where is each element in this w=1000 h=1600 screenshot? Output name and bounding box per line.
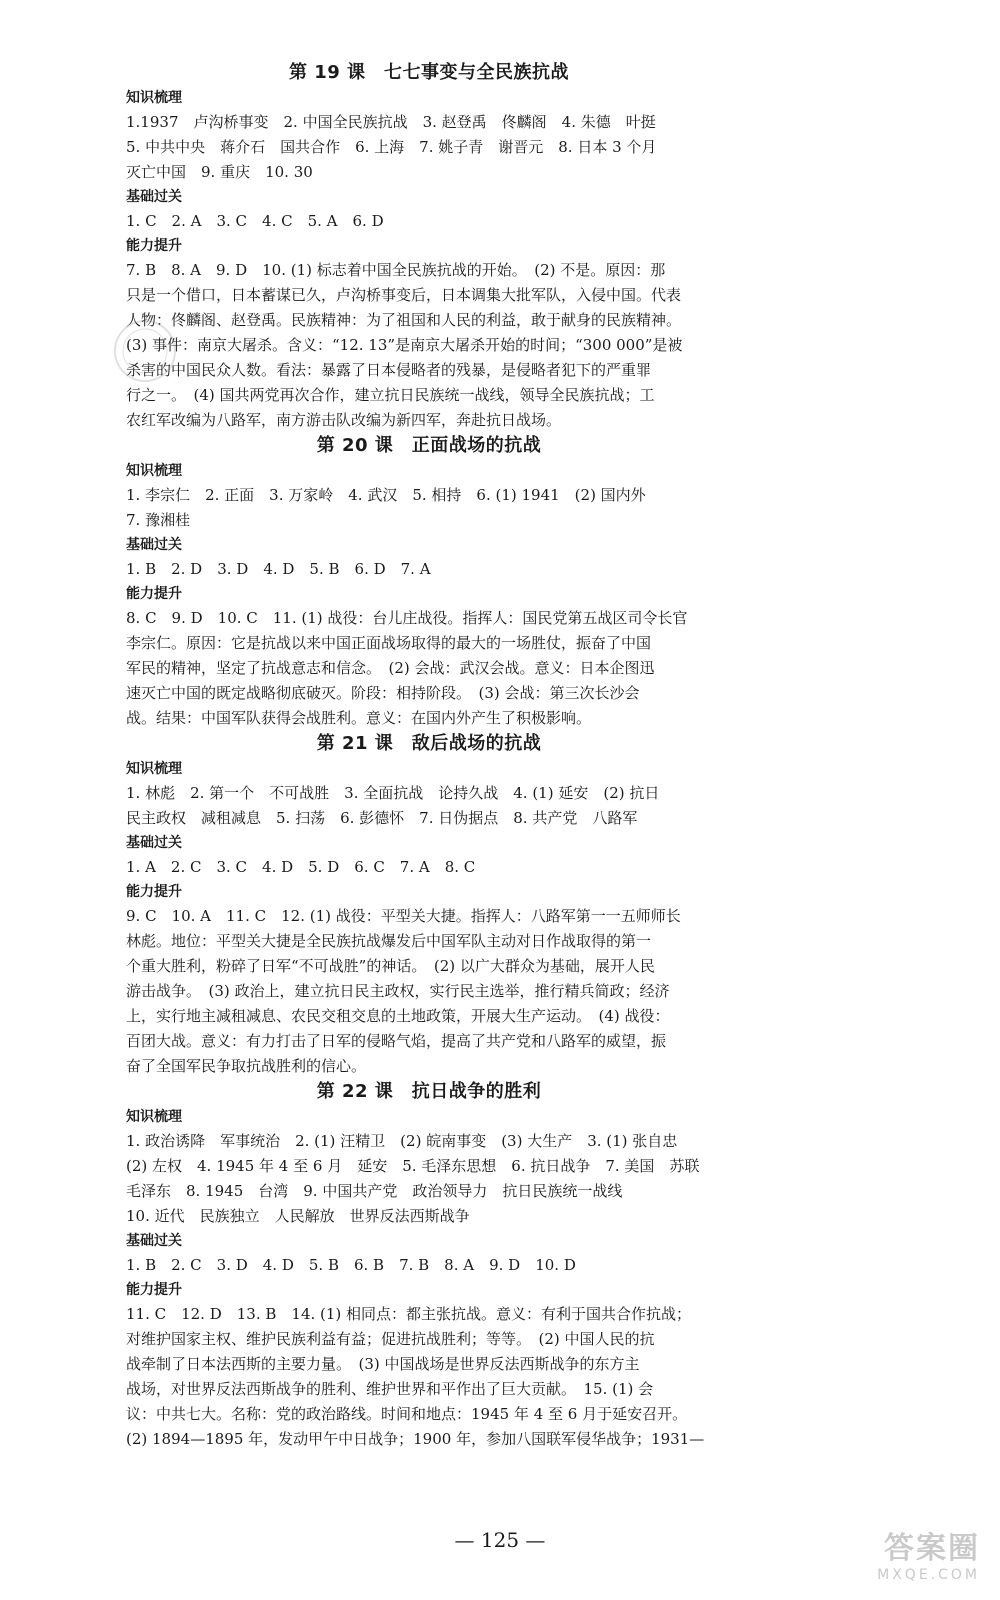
answer-line: 战。结果：中国军队获得会战胜利。意义：在国内外产生了积极影响。 <box>126 709 592 727</box>
section-heading: 知识梳理 <box>126 1109 182 1125</box>
answer-line: 1.1937 卢沟桥事变 2. 中国全民族抗战 3. 赵登禹 佟麟阁 4. 朱德 叶挺 <box>126 113 656 131</box>
answer-line: 1. 林彪 2. 第一个 不可战胜 3. 全面抗战 论持久战 4. (1) 延安 (2) 抗日 <box>126 784 660 802</box>
section-heading: 知识梳理 <box>126 90 182 106</box>
section-heading: 能力提升 <box>126 1282 182 1298</box>
answer-line: 百团大战。意义：有力打击了日军的侵略气焰，提高了共产党和八路军的威望，振 <box>126 1032 667 1050</box>
answer-line: 战场，对世界反法西斯战争的胜利、维护世界和平作出了巨大贡献。 15. (1) 会 <box>126 1380 654 1398</box>
answer-page <box>126 60 732 1452</box>
answer-line: 毛泽东 8. 1945 台湾 9. 中国共产党 政治领导力 抗日民族统一战线 <box>126 1182 623 1200</box>
answer-line: 1. A 2. C 3. C 4. D 5. D 6. C 7. A 8. C <box>126 858 476 876</box>
section-heading: 能力提升 <box>126 586 182 602</box>
answer-line: 人物：佟麟阁、赵登禹。民族精神：为了祖国和人民的利益，敢于献身的民族精神。 <box>126 311 682 329</box>
answer-line: (2) 1894—1895 年，发动甲午中日战争；1900 年，参加八国联军侵华战争；1931— <box>126 1430 705 1448</box>
answer-line: 战牵制了日本法西斯的主要力量。 (3) 中国战场是世界反法西斯战争的东方主 <box>126 1355 640 1373</box>
watermark-url: MXQE.COM <box>877 1567 980 1583</box>
section-heading: 基础过关 <box>126 189 182 205</box>
answer-line: 1. B 2. C 3. D 4. D 5. B 6. B 7. B 8. A 9. D 10. D <box>126 1256 576 1274</box>
lesson-title: 第 19 课 七七事变与全民族抗战 <box>288 62 570 83</box>
answer-line: 7. B 8. A 9. D 10. (1) 标志着中国全民族抗战的开始。 (2) 不是。原因：那 <box>126 261 666 279</box>
seal-stamp-icon <box>112 318 178 384</box>
answer-line: 10. 近代 民族独立 人民解放 世界反法西斯战争 <box>126 1207 470 1225</box>
watermark-text: 答案圈 <box>884 1531 980 1566</box>
answer-line: 杀害的中国民众人数。看法：暴露了日本侵略者的残暴，是侵略者犯下的严重罪 <box>126 361 652 379</box>
answer-line: 5. 中共中央 蒋介石 国共合作 6. 上海 7. 姚子青 谢晋元 8. 日本 3 个月 <box>126 138 657 156</box>
answer-line: 民主政权 减租减息 5. 扫荡 6. 彭德怀 7. 日伪据点 8. 共产党 八路军 <box>126 809 638 827</box>
page-number: — 125 — <box>454 1528 546 1552</box>
answer-line: 1. B 2. D 3. D 4. D 5. B 6. D 7. A <box>126 560 431 578</box>
answer-line: 议：中共七大。名称：党的政治路线。时间和地点：1945 年 4 至 6 月于延安召开。 <box>126 1405 688 1423</box>
answer-line: 11. C 12. D 13. B 14. (1) 相同点：都主张抗战。意义：有利于国共合作抗战； <box>126 1305 692 1323</box>
answer-line: 速灭亡中国的既定战略彻底破灭。阶段：相持阶段。 (3) 会战：第三次长沙会 <box>126 684 640 702</box>
answer-line: 军民的精神，坚定了抗战意志和信念。 (2) 会战：武汉会战。意义：日本企图迅 <box>126 659 655 677</box>
answer-line: 7. 豫湘桂 <box>126 511 191 529</box>
answer-line: 1. 政治诱降 军事统治 2. (1) 汪精卫 (2) 皖南事变 (3) 大生产 3. (1) 张自忠 <box>126 1132 678 1150</box>
answer-line: 上，实行地主减租减息、农民交租交息的土地政策，开展大生产运动。 (4) 战役： <box>126 1007 670 1025</box>
lesson-title: 第 20 课 正面战场的抗战 <box>316 435 542 456</box>
answer-line: 个重大胜利，粉碎了日军“不可战胜”的神话。 (2) 以广大群众为基础，展开人民 <box>126 957 655 975</box>
answer-line: 林彪。地位：平型关大捷是全民族抗战爆发后中国军队主动对日作战取得的第一 <box>126 932 652 950</box>
answer-line: 8. C 9. D 10. C 11. (1) 战役：台儿庄战役。指挥人：国民党第五战区司令长官 <box>126 609 688 627</box>
answer-line: 行之一。 (4) 国共两党再次合作，建立抗日民族统一战线，领导全民族抗战；工 <box>126 386 655 404</box>
answer-line: 李宗仁。原因：它是抗战以来中国正面战场取得的最大的一场胜仗，振奋了中国 <box>126 634 652 652</box>
section-heading: 知识梳理 <box>126 761 182 777</box>
answer-line: 1. C 2. A 3. C 4. C 5. A 6. D <box>126 212 384 230</box>
watermark-logo <box>877 1532 980 1584</box>
section-heading: 知识梳理 <box>126 463 182 479</box>
answer-line: 9. C 10. A 11. C 12. (1) 战役：平型关大捷。指挥人：八路军第一一五师师长 <box>126 907 681 925</box>
answer-line: 奋了全国军民争取抗战胜利的信心。 <box>126 1057 367 1075</box>
answer-line: 灭亡中国 9. 重庆 10. 30 <box>126 163 313 181</box>
answer-line: (3) 事件：南京大屠杀。含义：“12. 13”是南京大屠杀开始的时间；“300 000”是被 <box>126 336 683 354</box>
answer-line: 对维护国家主权、维护民族利益有益；促进抗战胜利；等等。 (2) 中国人民的抗 <box>126 1330 655 1348</box>
section-heading: 能力提升 <box>126 238 182 254</box>
answer-line: 只是一个借口，日本蓄谋已久，卢沟桥事变后，日本调集大批军队，入侵中国。代表 <box>126 286 682 304</box>
lesson-title: 第 22 课 抗日战争的胜利 <box>316 1081 542 1102</box>
section-heading: 能力提升 <box>126 884 182 900</box>
section-heading: 基础过关 <box>126 835 182 851</box>
section-heading: 基础过关 <box>126 537 182 553</box>
answer-line: 农红军改编为八路军，南方游击队改编为新四军，奔赴抗日战场。 <box>126 411 562 429</box>
answer-line: 1. 李宗仁 2. 正面 3. 万家岭 4. 武汉 5. 相持 6. (1) 1941 (2) 国内外 <box>126 486 646 504</box>
lesson-title: 第 21 课 敌后战场的抗战 <box>316 733 542 754</box>
answer-line: 游击战争。 (3) 政治上，建立抗日民主政权，实行民主选举，推行精兵简政；经济 <box>126 982 670 1000</box>
section-heading: 基础过关 <box>126 1233 182 1249</box>
answer-line: (2) 左权 4. 1945 年 4 至 6 月 延安 5. 毛泽东思想 6. 抗日战争 7. 美国 苏联 <box>126 1157 700 1175</box>
